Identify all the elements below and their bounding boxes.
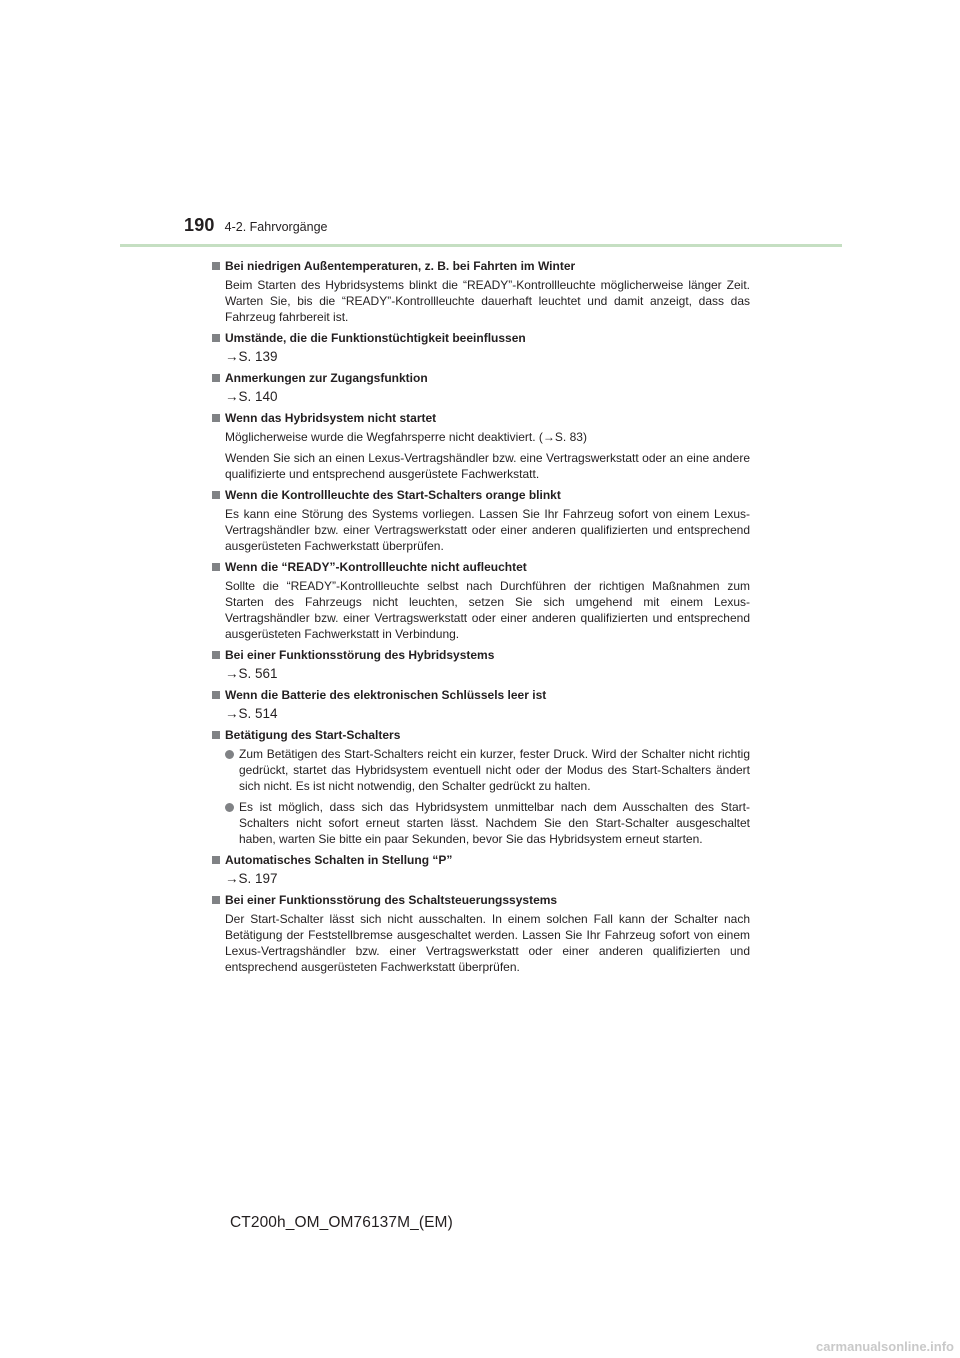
section-heading — [212, 852, 750, 868]
section-heading-text: Bei einer Funktionsstörung des Hybridsystems — [225, 648, 495, 662]
section-heading-text: Anmerkungen zur Zugangsfunktion — [225, 371, 428, 385]
body-paragraph: Sollte die “READY”-Kontrollleuchte selbst nach Durchführen der richtigen Maßnahmen zum Starten des Fahrzeugs nicht leuchten, setzen Sie sich umgehend mit einem Lexus-Vertragshändler bzw. einer Vertragswerkstatt oder einer anderen qualifizierten und entsprechend ausgerüsteten Fachwerkstatt in Verbindung. — [225, 579, 750, 641]
body-paragraph: Möglicherweise wurde die Wegfahrsperre nicht deaktiviert. (→S. 83) — [225, 430, 587, 444]
section-body — [225, 666, 750, 682]
section-heading-text: Wenn die Kontrollleuchte des Start-Schalters orange blinkt — [225, 488, 561, 502]
section-heading-text: Wenn die “READY”-Kontrollleuchte nicht aufleuchtet — [225, 560, 527, 574]
section-heading — [212, 330, 750, 346]
section-body — [225, 277, 750, 325]
body-paragraph: Beim Starten des Hybridsystems blinkt die “READY”-Kontrollleuchte möglicherweise länger Zeit. Warten Sie, bis die “READY”-Kontrollleuchte dauerhaft leuchtet und damit anzeigt, dass das Fahrzeug fahrbereit ist. — [225, 278, 750, 324]
header-rule — [120, 244, 842, 247]
section-body — [225, 706, 750, 722]
section-heading — [212, 647, 750, 663]
watermark: carmanualsonline.info — [816, 1339, 954, 1354]
section-heading — [212, 892, 750, 908]
page-reference: →S. 561 — [225, 666, 278, 681]
note-section — [212, 258, 750, 325]
square-bullet-icon — [212, 414, 220, 422]
section-body — [225, 349, 750, 365]
square-bullet-icon — [212, 374, 220, 382]
section-body — [225, 911, 750, 975]
section-body — [225, 429, 750, 482]
body-paragraph: Der Start-Schalter lässt sich nicht ausschalten. In einem solchen Fall kann der Schalter nach Betätigung der Feststellbremse ausgeschaltet werden. Lassen Sie Ihr Fahrzeug sofort von einem Lexus-Vertragshändler bzw. einer Vertragswerkstatt oder einer anderen qualifizierten und entsprechend ausgerüsteten Fachwerkstatt überprüfen. — [225, 912, 750, 974]
note-section — [212, 559, 750, 642]
note-section — [212, 410, 750, 482]
square-bullet-icon — [212, 651, 220, 659]
bullet-text: Zum Betätigen des Start-Schalters reicht ein kurzer, fester Druck. Wird der Schalter nicht richtig gedrückt, startet das Hybridsystem eventuell nicht oder der Modus des Start-Schalters ändert sich nicht. Es ist nicht notwendig, den Schalter gedrückt zu halten. — [239, 747, 750, 793]
page-number: 190 — [184, 215, 215, 235]
square-bullet-icon — [212, 896, 220, 904]
section-body — [225, 746, 750, 847]
page-reference: →S. 140 — [225, 389, 278, 404]
page-reference: →S. 139 — [225, 349, 278, 364]
body-paragraph: Wenden Sie sich an einen Lexus-Vertragshändler bzw. eine Vertragswerkstatt oder an eine andere qualifizierte und entsprechend ausgerüstete Fachwerkstatt. — [225, 451, 750, 481]
section-heading-text: Betätigung des Start-Schalters — [225, 728, 401, 742]
note-section — [212, 852, 750, 887]
note-section — [212, 892, 750, 975]
body-paragraph: Es kann eine Störung des Systems vorliegen. Lassen Sie Ihr Fahrzeug sofort von einem Lexus-Vertragshändler bzw. einer Vertragswerkstatt oder einer anderen qualifizierten und entsprechend ausgerüsteten Fachwerkstatt überprüfen. — [225, 507, 750, 553]
note-section — [212, 330, 750, 365]
section-heading-text: Umstände, die die Funktionstüchtigkeit beeinflussen — [225, 331, 526, 345]
square-bullet-icon — [212, 563, 220, 571]
section-heading — [212, 559, 750, 575]
section-heading-text: Wenn die Batterie des elektronischen Schlüssels leer ist — [225, 688, 547, 702]
square-bullet-icon — [212, 491, 220, 499]
note-section — [212, 647, 750, 682]
section-title: 4-2. Fahrvorgänge — [224, 220, 328, 234]
square-bullet-icon — [212, 334, 220, 342]
section-heading — [212, 727, 750, 743]
page-reference: →S. 514 — [225, 706, 278, 721]
section-heading — [212, 687, 750, 703]
note-section — [212, 370, 750, 405]
section-body — [225, 506, 750, 554]
section-heading-text: Automatisches Schalten in Stellung “P” — [225, 853, 453, 867]
page-reference: →S. 197 — [225, 871, 278, 886]
section-body — [225, 578, 750, 642]
square-bullet-icon — [212, 691, 220, 699]
section-heading-text: Wenn das Hybridsystem nicht startet — [225, 411, 437, 425]
page-content — [212, 258, 750, 980]
bullet-item — [225, 746, 750, 794]
section-heading-text: Bei niedrigen Außentemperaturen, z. B. bei Fahrten im Winter — [225, 259, 576, 273]
square-bullet-icon — [212, 731, 220, 739]
section-heading-text: Bei einer Funktionsstörung des Schaltsteuerungssystems — [225, 893, 558, 907]
note-section — [212, 487, 750, 554]
section-heading — [212, 487, 750, 503]
note-section — [212, 687, 750, 722]
document-code: CT200h_OM_OM76137M_(EM) — [230, 1214, 453, 1231]
circle-bullet-icon — [225, 750, 234, 759]
section-heading — [212, 410, 750, 426]
circle-bullet-icon — [225, 803, 234, 812]
note-section — [212, 727, 750, 847]
page-header — [184, 215, 327, 239]
section-body — [225, 389, 750, 405]
bullet-item — [225, 799, 750, 847]
section-heading — [212, 258, 750, 274]
section-body — [225, 871, 750, 887]
square-bullet-icon — [212, 262, 220, 270]
square-bullet-icon — [212, 856, 220, 864]
bullet-text: Es ist möglich, dass sich das Hybridsystem unmittelbar nach dem Ausschalten des Start-Schalters nicht sofort erneut starten lässt. Nachdem Sie den Start-Schalter ausgeschaltet haben, warten Sie bitte ein paar Sekunden, bevor Sie das Hybridsystem erneut starten. — [239, 800, 750, 846]
section-heading — [212, 370, 750, 386]
